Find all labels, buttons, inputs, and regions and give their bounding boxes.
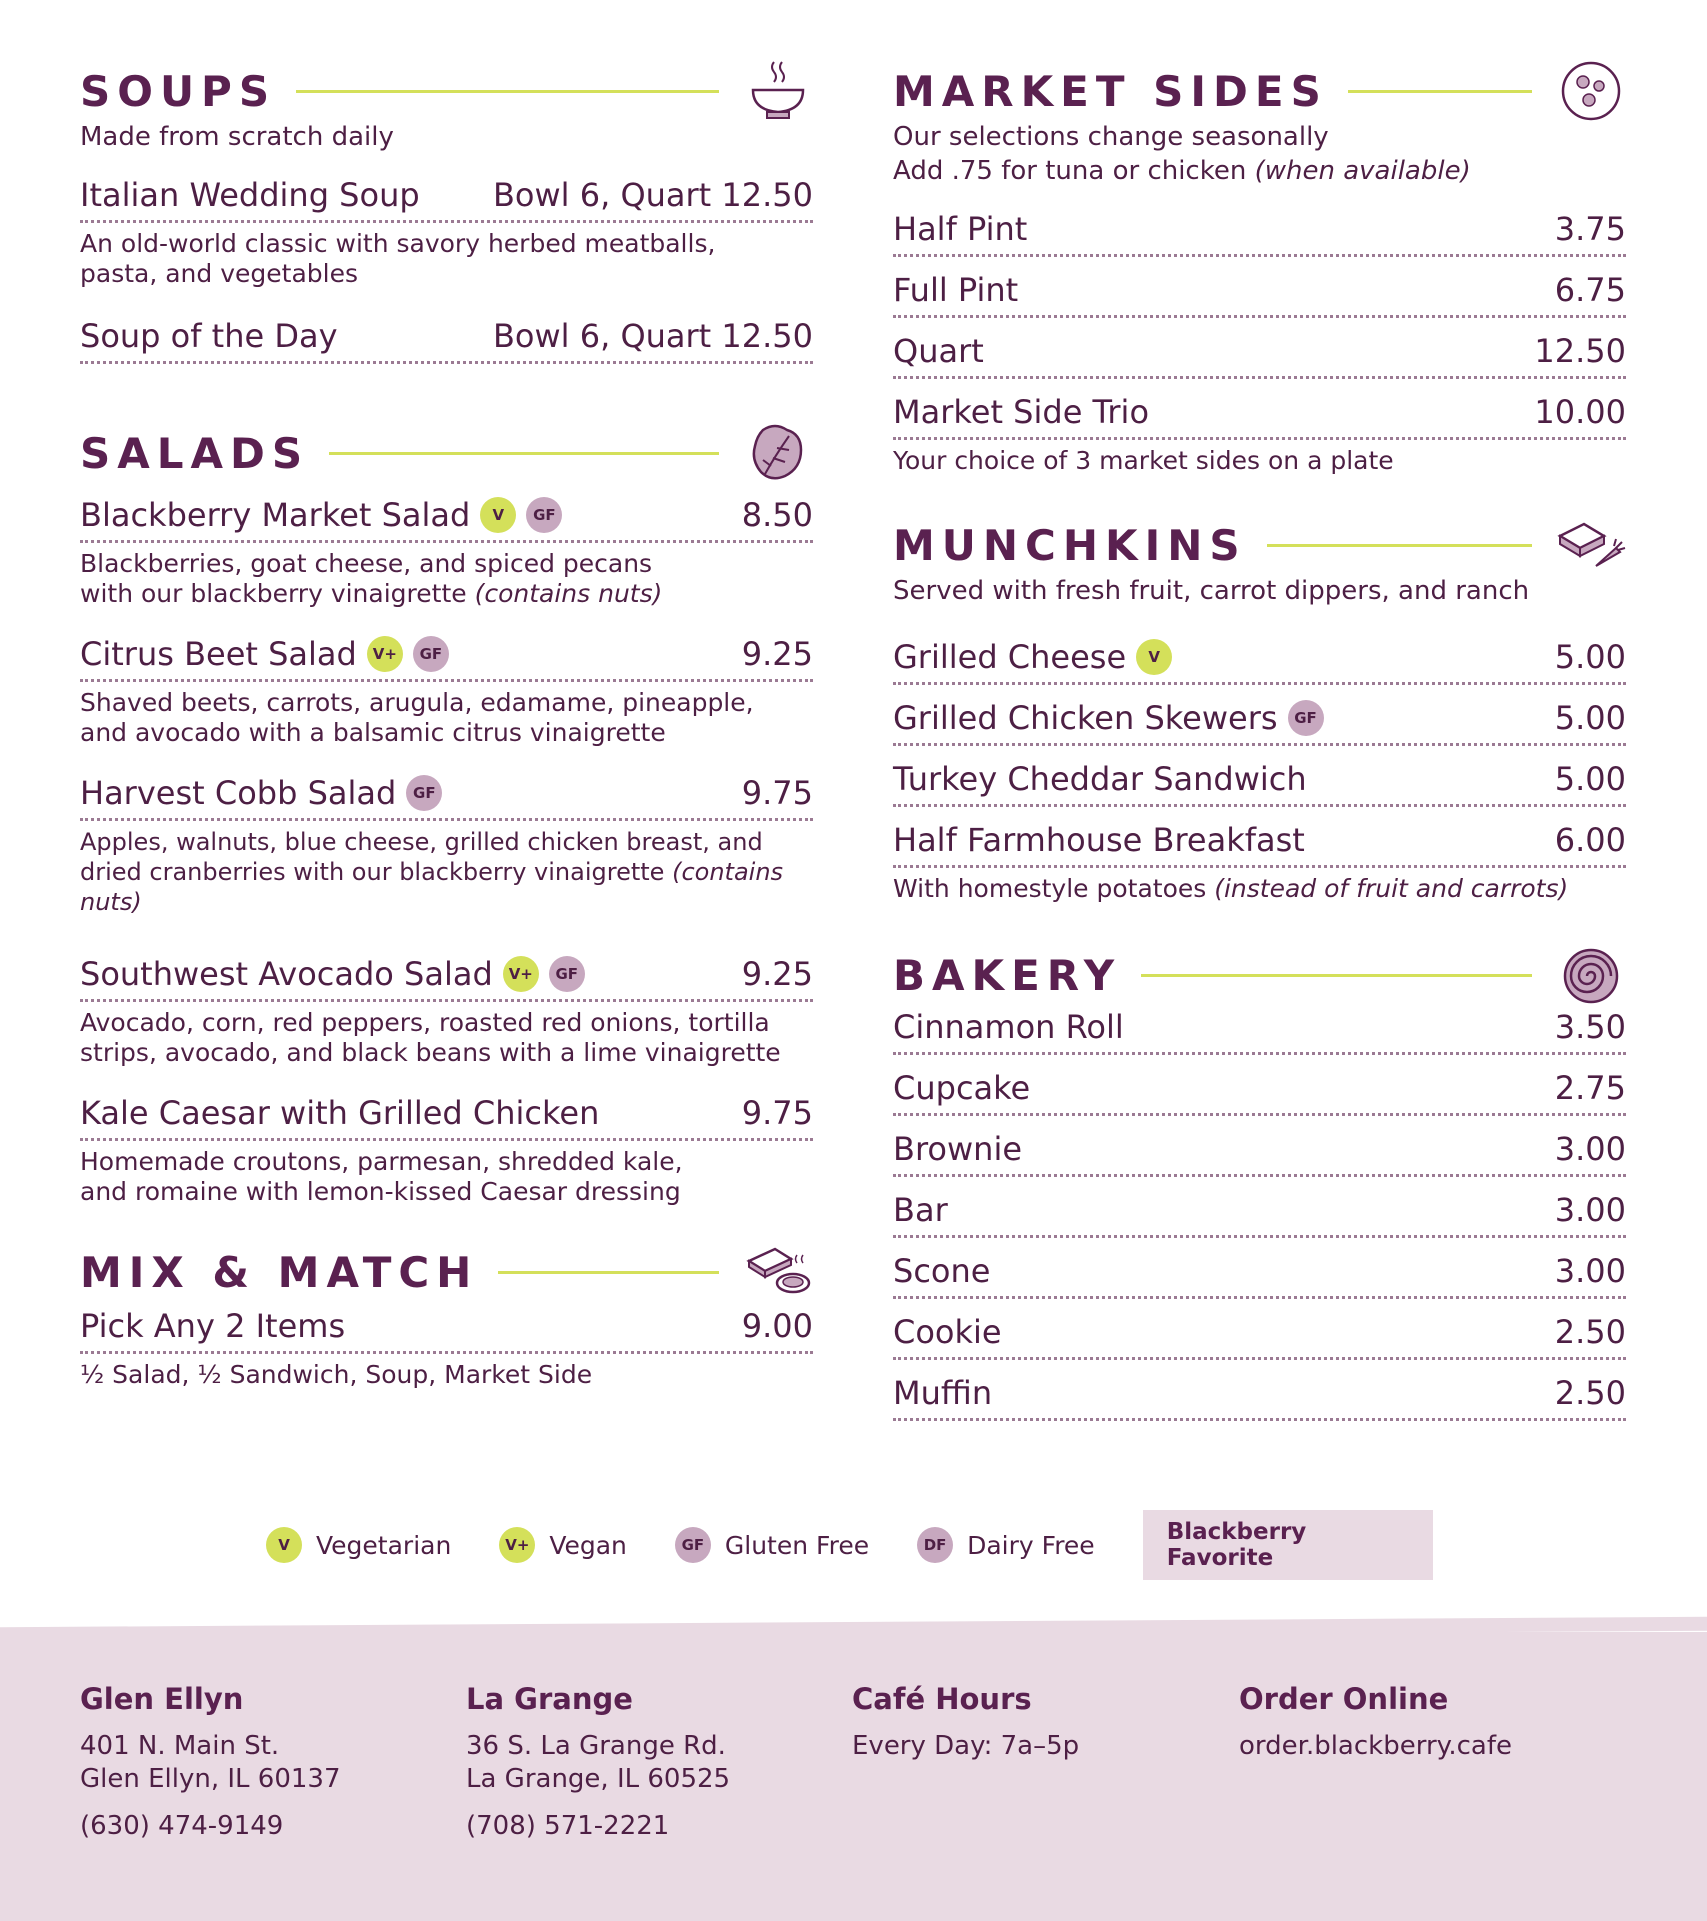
- menu-item: [80, 289, 813, 364]
- item-description: ½ Salad, ½ Sandwich, Soup, Market Side: [80, 1360, 593, 1389]
- sandwich-soup-icon: [743, 1237, 813, 1307]
- legend-vegan: [499, 1527, 627, 1563]
- item-price: 5.00: [1554, 760, 1626, 798]
- footer-la-grange: [466, 1682, 846, 1843]
- footer: [0, 1632, 1707, 1921]
- item-price: 9.25: [741, 955, 813, 993]
- item-price: 9.25: [741, 635, 813, 673]
- item-name: Scone: [893, 1252, 991, 1290]
- section-title: SOUPS: [80, 66, 277, 116]
- gluten-free-badge: GF: [1288, 700, 1324, 736]
- item-name: Full Pint: [893, 271, 1019, 309]
- vegan-badge: V+: [503, 956, 539, 992]
- item-name: Bar: [893, 1191, 948, 1229]
- gluten-free-badge: GF: [675, 1527, 711, 1563]
- item-description: Avocado, corn, red peppers, roasted red onions, tortilla strips, avocado, and black beans with a lime vinaigrette: [80, 1008, 781, 1067]
- item-price: Bowl 6, Quart 12.50: [492, 176, 813, 214]
- bakery-header: [893, 946, 1626, 1004]
- section-title: BAKERY: [893, 950, 1122, 1000]
- item-price: 5.00: [1554, 638, 1626, 676]
- salads-section: [80, 424, 813, 1207]
- menu-item: [893, 1238, 1626, 1299]
- item-price: 10.00: [1534, 393, 1626, 431]
- side-dish-bowl-icon: [1556, 56, 1626, 126]
- legend-label: Gluten Free: [724, 1530, 870, 1560]
- menu-item: [893, 1299, 1626, 1360]
- menu-item: [80, 154, 813, 289]
- address-line: 401 N. Main St.: [80, 1731, 280, 1761]
- market-sides-header: [893, 62, 1626, 120]
- item-name: Cinnamon Roll: [893, 1008, 1124, 1046]
- section-title: SALADS: [80, 428, 310, 478]
- section-subtitle-note: Add .75 for tuna or chicken (when available): [893, 156, 1471, 186]
- menu-item: [80, 748, 813, 917]
- item-description: Shaved beets, carrots, arugula, edamame, pineapple, and avocado with a balsamic citrus vinaigrette: [80, 688, 754, 747]
- item-price: 2.75: [1554, 1069, 1626, 1107]
- item-price: 3.00: [1554, 1130, 1626, 1168]
- item-name: Kale Caesar with Grilled Chicken: [80, 1094, 600, 1132]
- footer-heading: Order Online: [1239, 1682, 1449, 1716]
- menu-item: [80, 1068, 813, 1207]
- menu-item: [893, 746, 1626, 807]
- menu-item: [893, 1177, 1626, 1238]
- menu-item: [80, 609, 813, 748]
- item-description: With homestyle potatoes (instead of fruit and carrots): [893, 874, 1569, 903]
- item-price: 9.75: [741, 1094, 813, 1132]
- menu-item-favorite: [893, 379, 1626, 476]
- footer-heading: La Grange: [466, 1682, 633, 1716]
- item-name: Market Side Trio: [893, 393, 1150, 431]
- item-description: Your choice of 3 market sides on a plate: [893, 446, 1394, 475]
- item-name: Cookie: [893, 1313, 1002, 1351]
- order-link[interactable]: order.blackberry.cafe: [1239, 1731, 1512, 1761]
- item-price: 3.00: [1554, 1252, 1626, 1290]
- menu-item-favorite: [893, 624, 1626, 685]
- menu-item: [893, 1116, 1626, 1177]
- menu-item: [893, 1055, 1626, 1116]
- item-description: Blackberries, goat cheese, and spiced pecans with our blackberry vinaigrette (contains nuts): [80, 549, 663, 608]
- section-rule: [1141, 974, 1532, 977]
- section-title: MUNCHKINS: [893, 520, 1247, 570]
- item-price: 2.50: [1554, 1313, 1626, 1351]
- item-name: Italian Wedding Soup: [80, 176, 420, 214]
- phone-number[interactable]: (708) 571-2221: [466, 1811, 670, 1841]
- item-name: Quart: [893, 332, 984, 370]
- vegetarian-badge: V: [480, 497, 516, 533]
- item-price: 5.00: [1554, 699, 1626, 737]
- section-title: MIX & MATCH: [80, 1247, 479, 1297]
- item-price: 3.00: [1554, 1191, 1626, 1229]
- item-price: 3.50: [1554, 1008, 1626, 1046]
- item-description: Apples, walnuts, blue cheese, grilled chicken breast, and dried cranberries with our blackberry vinaigrette (contains nuts): [80, 828, 784, 916]
- salads-header: [80, 424, 813, 482]
- vegan-badge: V+: [499, 1527, 535, 1563]
- legend: [266, 1510, 1433, 1580]
- menu-item-favorite: [80, 941, 813, 1068]
- lettuce-icon: [743, 418, 813, 488]
- gluten-free-badge: GF: [406, 775, 442, 811]
- legend-vegetarian: [266, 1527, 451, 1563]
- vegetarian-badge: V: [1136, 639, 1172, 675]
- menu-item: [893, 257, 1626, 318]
- menu-item: [893, 1360, 1626, 1421]
- soups-header: [80, 62, 813, 120]
- menu-item: [80, 1301, 813, 1390]
- munchkins-header: [893, 516, 1626, 574]
- item-price: Bowl 6, Quart 12.50: [492, 317, 813, 355]
- legend-label: Vegan: [549, 1530, 627, 1560]
- address-line: 36 S. La Grange Rd.: [466, 1731, 726, 1761]
- gluten-free-badge: GF: [413, 636, 449, 672]
- menu-item: [893, 685, 1626, 746]
- sandwich-carrot-icon: [1556, 510, 1626, 580]
- section-rule: [296, 90, 719, 93]
- hours-line: Every Day: 7a–5p: [852, 1731, 1080, 1761]
- vegan-badge: V+: [367, 636, 403, 672]
- mix-match-section: [80, 1243, 813, 1390]
- cinnamon-roll-icon: [1556, 940, 1626, 1010]
- dairy-free-badge: DF: [917, 1527, 953, 1563]
- legend-dairy-free: [917, 1527, 1095, 1563]
- gluten-free-badge: GF: [549, 956, 585, 992]
- footer-heading: Café Hours: [852, 1682, 1032, 1716]
- footer-hours: [852, 1682, 1232, 1763]
- item-price: 9.00: [741, 1307, 813, 1345]
- mix-match-header: [80, 1243, 813, 1301]
- bakery-section: [893, 946, 1626, 1421]
- item-name: Half Pint: [893, 210, 1028, 248]
- legend-label: Dairy Free: [967, 1530, 1095, 1560]
- item-description: Homemade croutons, parmesan, shredded kale, and romaine with lemon-kissed Caesar dressing: [80, 1147, 683, 1206]
- address-line: La Grange, IL 60525: [466, 1764, 731, 1794]
- munchkins-section: [893, 516, 1626, 904]
- legend-favorite: Blackberry Favorite: [1143, 1510, 1433, 1580]
- section-title: MARKET SIDES: [893, 66, 1328, 116]
- item-name: Grilled Chicken Skewers: [893, 699, 1278, 737]
- item-name: Soup of the Day: [80, 317, 338, 355]
- soups-section: [80, 62, 813, 364]
- vegetarian-badge: V: [266, 1527, 302, 1563]
- section-rule: [498, 1271, 719, 1274]
- menu-item: [893, 1004, 1626, 1055]
- item-name: Southwest Avocado Salad: [80, 955, 493, 993]
- soup-bowl-icon: [743, 56, 813, 126]
- legend-gluten-free: [675, 1527, 869, 1563]
- item-name: Citrus Beet Salad: [80, 635, 357, 673]
- item-price: 3.75: [1554, 210, 1626, 248]
- item-price: 9.75: [741, 774, 813, 812]
- item-name: Cupcake: [893, 1069, 1031, 1107]
- item-name: Pick Any 2 Items: [80, 1307, 346, 1345]
- item-price: 2.50: [1554, 1374, 1626, 1412]
- right-column: [893, 62, 1626, 1421]
- section-subtitle: Served with fresh fruit, carrot dippers, and ranch: [893, 576, 1530, 606]
- address-line: Glen Ellyn, IL 60137: [80, 1764, 341, 1794]
- menu-item: [893, 807, 1626, 904]
- section-subtitle: Made from scratch daily: [80, 122, 394, 152]
- menu-item-favorite: [80, 482, 813, 609]
- phone-number[interactable]: (630) 474-9149: [80, 1811, 284, 1841]
- item-price: 6.75: [1554, 271, 1626, 309]
- gluten-free-badge: GF: [526, 497, 562, 533]
- section-rule: [329, 452, 719, 455]
- footer-glen-ellyn: [80, 1682, 460, 1843]
- footer-heading: Glen Ellyn: [80, 1682, 244, 1716]
- item-name: Turkey Cheddar Sandwich: [893, 760, 1307, 798]
- item-price: 6.00: [1554, 821, 1626, 859]
- item-name: Muffin: [893, 1374, 993, 1412]
- section-rule: [1348, 90, 1532, 93]
- item-name: Brownie: [893, 1130, 1023, 1168]
- item-price: 8.50: [741, 496, 813, 534]
- item-name: Blackberry Market Salad: [80, 496, 471, 534]
- left-column: [80, 62, 813, 1390]
- section-subtitle: Our selections change seasonally: [893, 122, 1329, 152]
- market-sides-section: [893, 62, 1626, 476]
- item-name: Grilled Cheese: [893, 638, 1127, 676]
- item-name: Harvest Cobb Salad: [80, 774, 397, 812]
- item-name: Half Farmhouse Breakfast: [893, 821, 1305, 859]
- item-price: 12.50: [1534, 332, 1626, 370]
- menu-item: [893, 318, 1626, 379]
- legend-label: Vegetarian: [316, 1530, 452, 1560]
- section-rule: [1267, 544, 1532, 547]
- menu-item: [893, 188, 1626, 257]
- item-description: An old-world classic with savory herbed meatballs, pasta, and vegetables: [80, 229, 716, 288]
- footer-order-online: [1239, 1682, 1619, 1763]
